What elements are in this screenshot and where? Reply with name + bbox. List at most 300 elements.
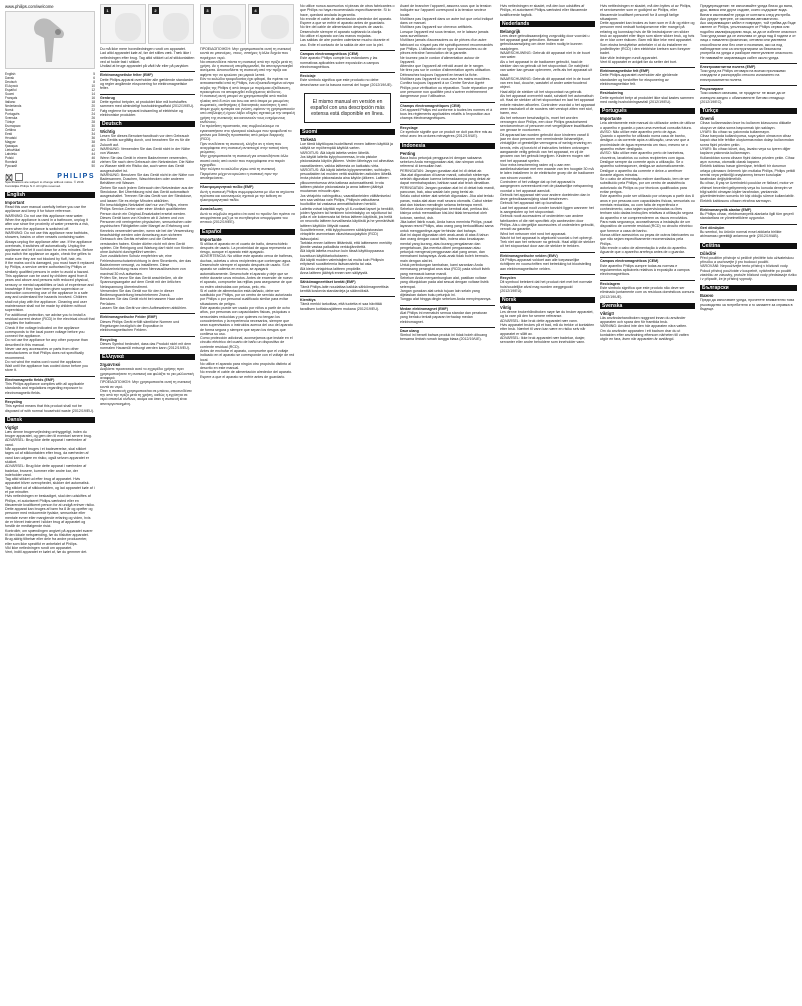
toc-page-number: 48 [91, 160, 95, 164]
paragraph: Este aparelho Philips cumpre todas as normas e regulamentos aplicáveis relativos à exposição a campos electromagnéticos. [600, 263, 690, 277]
paragraph: ADVARSEL: Ikke bruk apparatet nær badekar, dusjer, servanter eller andre beholdere som inneholder vann. [500, 335, 586, 345]
figure-number: 1 [104, 7, 111, 14]
paragraph: Du må ikke mere hovedledningen rundt om apparatet. [100, 47, 186, 51]
toc-language: Română [5, 160, 18, 164]
paragraph: Ikke vikle ledningen rundt apparatet. [600, 55, 658, 60]
paragraph: WARNING: Do not use this appliance near bathtubs, showers, basins or other vessels containing water. [5, 230, 89, 240]
paragraph: WAARSCHUWING: Gebruik dit apparaat niet in de buurt van water. [500, 51, 590, 60]
paragraph: Bu sembol, bu ürünün normal evsel atıklarla birlikte atılmaması gerektiği anlamına gelir (2012/19/AB). [700, 230, 782, 239]
paragraph: ADVARSEL: Ikke bruk dette apparatet nær vann. [500, 318, 578, 323]
toc-language: Français [5, 96, 18, 100]
language-index [5, 72, 95, 168]
paragraph: Como protección adicional, aconsejamos que instale en el circuito eléctrico del cuarto de baño un dispositivo de corriente residual (RCD). [200, 336, 293, 349]
paragraph: Не навивайте захранващия кабел около уреда. [700, 55, 780, 60]
toc-language: English [5, 72, 16, 76]
paragraph: WARNUNG: Verwenden Sie das Gerät nicht in der Nähe von Wasser. [100, 147, 190, 156]
paragraph: Este símbolo significa que este produto não deve ser eliminado juntamente com os resíduos domésticos comuns (2012/19/UE). [600, 285, 695, 299]
paragraph: No enrolle el cable de alimentación alrededor del aparato. [200, 370, 293, 375]
paragraph: If the mains cord is damaged, you must have it replaced by Philips, a service centre authorised by Philips or similarly qualified persons in order to avoid a hazard. [5, 261, 95, 274]
paragraph: Dette Philips-apparat overholder alle gældende standarder og regler angående eksponering for elektromagnetiske felter. [100, 77, 194, 91]
paragraph: Sebelum Anda menyambungkan alat, pastikan voltase yang ditunjukkan pada alat sesuai dengan voltase listrik setempat. [400, 275, 489, 289]
paragraph: Този уред може да се използва от деца над 8 години и от лица с намалени физически, сетивни или умствени способности или без опит и познания, ако са под наблюдение или са инструктирани за безопасна употреба на уреда и разбират евентуалните опасности. [700, 34, 796, 56]
paragraph: Jika kabel listrik rusak, Anda harus meminta Philips, pusat layanan resmi Philips, atau orang yang berkualifikasi sama untuk menggantinya agar terhindar dari bahaya. [400, 220, 494, 233]
paragraph: Dieses Gerät kann von Kindern ab 8 Jahren und von Personen mit verringerten physischen, sensorischen oder psychischen Fähigkeiten oder Mangel an Erfahrung und Kenntnis verwendet werden, wenn sie bei der Verwendung beaufsichtigt werden oder Anweisung zum sicheren Gebrauch des Geräts erhalten und die Gefahren verstanden haben. Kinder dürfen nicht mit dem Gerät spielen. Die Reinigung und Wartung darf nicht von Kindern ohne Aufsicht durchgeführt werden. [100, 215, 194, 255]
subsection-heading: Ανακύκλωση [200, 205, 295, 211]
paragraph: Tarkista ennen laitteen liittämistä, että laitteeseen merkitty jännite vastaa paikallista verkkojännitettä. [300, 240, 392, 250]
paragraph: Tunggu alat hingga dingin sebelum Anda menyimpannya. [400, 297, 492, 302]
subsection-heading: Recycling [5, 398, 95, 404]
paragraph: Този уред на Philips отговаря на всички приложими стандарти и разпоредби относно излагането на електромагнитни полета. [700, 69, 786, 82]
subsection-heading: Resirkulering [600, 89, 695, 95]
paragraph: Suosittelemme, että kylpyhuoneen sähköpistorasian virtapiiriin asennetaan vikavirtasuojakytkin (RCD) lisäsuojaksi. [300, 227, 383, 241]
paragraph: Não enrole o cabo de alimentação à volta do aparelho. [600, 245, 688, 250]
column-2 [100, 4, 195, 1002]
paragraph: Διαβάστε προσεκτικά αυτό το εγχειρίδιο χρήσης πριν χρησιμοποιήσετε τη συσκευή και φυλάξτε το για μελλοντική αναφορά. [100, 367, 194, 380]
paragraph: Wind het netsnoer niet rond het apparaat. [500, 231, 567, 236]
subsection-heading: Campos electromagnéticos (CEM) [300, 50, 395, 56]
subsection-heading: Recyclage [400, 124, 495, 130]
paragraph: Benutzen Sie das Gerät nicht bei nassem Haar oder Perücken. [100, 297, 184, 306]
section-heading: Важно [700, 293, 714, 299]
paragraph: Dit apparaat kan worden gebruikt door kinderen vanaf 8 jaar en door personen met verminderde lichamelijke, zintuiglijke of geestelijke vermogens of weinig ervaring en kennis, mits zij toezicht of instructies hebben ontvangen aangaande veilig gebruik van het apparaat, en zij de gevaren van het gebruik begrijpen. Kinderen mogen niet met het apparaat spelen. [500, 132, 592, 163]
paragraph: Tämä Philips-laite noudattaa kaikkia sähkömagneettisia kenttiä koskevia standardeja ja säännöksiä. [300, 284, 389, 293]
paragraph: Μην τυλίγετε το καλώδιο γύρω από τη συσκευή. [200, 167, 277, 172]
toc-page-number: 5 [93, 72, 95, 76]
paragraph: Undlad at bruge apparatet på vådt hår eller på parykker. [100, 64, 190, 69]
paragraph: Ce symbole signifie que ce produit ne doit pas être mis au rebut avec les ordures ménagères (2012/19/UE). [400, 130, 493, 139]
toc-page-number: 46 [91, 156, 95, 160]
paragraph: Dette symbol betyder, at produktet ikke må bortskaffes sammen med almindeligt husholdningsaffald (2012/19/EU). Følg reglerne for separat indsamling af elektriske og elektroniske produkter. [100, 99, 195, 117]
paragraph: AVISO: Não utilize este aparelho perto de água. [600, 129, 677, 134]
paragraph: Bu Philips cihazı, elektromanyetik alanlarla ilgili tüm geçerli standartlara ve yönetmeliklere uygundur. [700, 212, 794, 221]
paragraph: N'utilisez pas l'appareil dans un autre but que celui indiqué dans ce manuel. [400, 16, 494, 26]
paragraph: Si utiliza el aparato en el cuarto de baño, desenchúfelo después de usarlo. La proximidad de agua representa un riesgo, aunque el aparato esté apagado. [200, 241, 292, 255]
paragraph: WARNING: Do not use this appliance near water. [5, 213, 84, 218]
paragraph: Når apparatet bruges i et badeværelse, skal stikket tages ud af stikkontakten efter brug, da nærheden af vand kan udgøre en risiko, også selvom apparatet er slukket. [5, 447, 89, 464]
paragraph: Αυτό το σύμβολο σημαίνει ότι αυτό το προϊόν δεν πρέπει να απορρίπτεται μαζί με τα συνηθισμένα απορρίμματα του σπιτιού (2012/19/ΕΕ). [200, 211, 295, 225]
paragraph: ΠΡΟΕΙΔΟΠΟΙΗΣΗ: Μην χρησιμοποιείτε αυτή τη συσκευή κοντά σε νερό. [100, 380, 192, 389]
toc-page-number: 6 [93, 76, 95, 80]
paragraph: Για πρόσθετη προστασία, σας συμβουλεύουμε να εγκαταστήσετε στο ηλεκτρικό κύκλωμα που τροφοδοτεί το μπάνιο μια διάταξη προστασίας από ρεύμα διαρροής (RCD). [200, 124, 292, 142]
figure-number: 3 [204, 7, 211, 14]
section-heading: Belangrijk [500, 28, 521, 34]
paragraph: Check if the voltage indicated on the appliance corresponds to the local power voltage before you connect the appliance. [5, 325, 85, 339]
paragraph: Před použitím přístroje si pečlivě přečtěte tuto uživatelskou příručku a uschovejte ji pro budoucí použití. [700, 255, 794, 264]
paragraph: Om du använder apparaten i ett badrum drar du ut kontakten efter användning eftersom närheten till vatten utgör en fara, även när apparaten är avstängd. [600, 328, 689, 342]
section-heading: Importante [200, 236, 222, 242]
paragraph: When the appliance is used in a bathroom, unplug it after use since the proximity of water presents a risk, even when the appliance is switched off. [5, 218, 89, 231]
toc-page-number: 32 [91, 128, 95, 132]
paragraph: Desenchufe siempre el aparato después de usarlo. Si el aparato se calienta en exceso, se apagará automáticamente. Desenchufe el aparato y deje que se enfríe durante unos minutos. Antes de encender de nuevo el aparato, compruebe las rejillas para asegurarse de que no estén obstruidas con pelusa, pelo, etc. [200, 263, 293, 289]
subsection-heading: Електромагнитни полета (EMF) [700, 63, 797, 69]
website-url: www.philips.com/welcome [5, 4, 54, 9]
toc-language: Čeština [5, 128, 16, 132]
paragraph: Confiez toujours l'appareil à un Centre Service Agréé Philips pour vérification ou réparation. Toute réparation par une personne non qualifiée peut s'avérer extrêmement dangereuse pour l'utilisateur. [400, 81, 494, 99]
paragraph: Do not use the appliance for any other purpose than described in this manual. [5, 338, 88, 347]
paragraph: Lassen Sie das Gerät vor dem Aufbewahren abkühlen. [100, 306, 188, 311]
paragraph: Wait until the appliance has cooled down before you store it. [5, 364, 88, 373]
section-heading: Viktigt! [600, 310, 615, 316]
paragraph: Dieses Symbol bedeutet, dass das Produkt nicht mit dem normalen Hausmüll entsorgt werden kann (2012/19/EU). [100, 341, 192, 351]
paragraph: Kontrollér, om spændingen angivet på apparatet svarer til den lokale netspænding, før du tilslutter apparatet. [5, 528, 93, 537]
paragraph: Este símbolo significa que este producto no debe desecharse con la basura normal del hogar (2012/19/UE). [300, 78, 393, 87]
toc-page-number: 36 [91, 136, 95, 140]
paragraph: Este aparato Philips cumple los estándares y las normativas aplicables sobre exposición a campos electromagnéticos. [300, 56, 380, 69]
paragraph: Η συσκευή αυτή μπορεί να χρησιμοποιηθεί από παιδιά ηλικίας από 8 ετών και άνω και από άτομα με μειωμένες σωματικές, αισθητήριες ή διανοητικές ικανότητες ή από άτομα χωρίς εμπειρία και γνώση, εφόσον τη χρησιμοποιούν υπό επίβλεψη ή έχουν λάβει οδηγίες σχετικά με την ασφαλή χρήση της συσκευής και κατανοούν τους ενεχόμενους κινδύνους. [200, 94, 295, 125]
paragraph: This symbol means that this product shall not be disposed of with normal household waste (2012/19/EU). [5, 404, 95, 413]
paragraph: Irrota pistoke pistorasiasta aina käytön jälkeen. Laitteen ylikuumentuessa virta katkeaa automaattisesti. Irrota laitteen pistoke pistorasiasta ja anna laitteen jäähtyä muutaman minuutin ajan. [300, 176, 389, 194]
paragraph: This Philips appliance complies with all applicable standards and regulations regarding exposure to electromagnetic fields. [5, 382, 85, 395]
paragraph: Hvis netledningen er skadet, må den kun udskiftes af Philips, et autoriseret Philips-værksted eller tilsvarende kvalificerede fagfolk. [500, 4, 588, 17]
paragraph: Dette apparat kan bruges af børn fra 8 år og opefter og personer med reducerede fysiske, sensoriske eller mentale evner eller manglende erfaring og viden, hvis de er blevet instrueret i sikker brug af apparatet og forstår de medfølgende risici. [5, 507, 93, 529]
subsection-heading: Daur ulang [400, 327, 495, 333]
column-8 [700, 4, 797, 1002]
language-heading: Español [200, 229, 295, 235]
toc-language: Suomi [5, 92, 15, 96]
language-heading: Čeština [700, 243, 797, 249]
toc-language: Português [5, 112, 20, 116]
paragraph: Ne tournez pas le cordon d'alimentation autour de l'appareil. [400, 55, 480, 64]
paragraph: Jangan gunakan alat untuk tujuan lain selain yang dijelaskan dalam buku petunjuk ini. [400, 288, 480, 298]
paragraph: Pokud přístroj používáte v koupelně, vytáhněte po použití zástrčku ze zásuvky, protože blízkost vody představuje riziko i v případě, že je přístroj vypnutý. [700, 268, 797, 282]
paragraph: Simbol ini berarti bahwa produk ini tidak boleh dibuang bersama limbah rumah tangga biasa (2012/19/UE). [400, 333, 488, 342]
paragraph: Αυτή η συσκευή Philips συμμορφώνεται με όλα τα ισχύοντα πρότυπα και κανονισμούς σχετικά με την έκθεση σε ηλεκτρομαγνητικά πεδία. [200, 189, 295, 203]
toc-page-number: 30 [91, 124, 95, 128]
toc-page-number: 38 [91, 140, 95, 144]
paragraph: Trek niet aan het netsnoer na gebruik. Haal altijd de stekker uit het stopcontact door aan de stekker te trekken. [500, 240, 595, 249]
paragraph: Gebruik nooit accessoires of onderdelen van andere fabrikanten of die niet specifiek zijn aanbevolen door Philips. Als u dergelijke accessoires of onderdelen gebruikt, vervalt uw garantie. [500, 214, 595, 232]
section-heading: Tärkeää [300, 137, 316, 143]
column-7 [600, 4, 695, 1002]
paragraph: Leia atentamente este manual do utilizador antes de utilizar o aparelho e guarde-o para uma eventual consulta futura. [600, 121, 695, 130]
subsection-heading: Campos electromagnéticos (CEM) [600, 257, 695, 263]
paragraph: Wenn Sie das Gerät in einem Badezimmer verwenden, ziehen Sie nach dem Gebrauch den Netzstecker. Die Nähe zu Wasser stellt ein Risiko dar, auch wenn das Gerät ausgeschaltet ist. [100, 155, 195, 173]
paragraph: Wacht tot het apparaat is afgekoeld voordat u het opbergt. [500, 235, 593, 240]
paragraph: WARNUNG: Benutzen Sie das Gerät nicht in der Nähe von Badewannen, Duschen, Waschbecken oder anderen Behältern mit Wasser. [100, 172, 194, 186]
language-heading: Norsk [500, 297, 595, 303]
brand-logo: PHILIPS [57, 173, 95, 180]
paragraph: ADVERTENCIA: No utilice este aparato cerca de bañeras, duchas, cubetas u otros recipientes que contengan agua. [200, 254, 294, 263]
subsection-heading: Elektromagnetische Felder (EMF) [100, 313, 195, 319]
paragraph: Ziehen Sie nach jedem Gebrauch den Netzstecker aus der Steckdose. Bei Überhitzung wird das Gerät automatisch ausgeschaltet. Trennen Sie das Gerät von der Steckdose, und lassen Sie es einige Minuten abkühlen. [100, 185, 194, 203]
toc-page-number: 18 [91, 100, 95, 104]
paragraph: Dette Philips-apparatet overholder alle gjeldende standarder og forskrifter for eksponering av elektromagnetiske felt. [600, 73, 678, 87]
language-heading: Nederlands [500, 21, 595, 27]
paragraph: Para mais segurança, aconselhamos a instalação de um dispositivo de corrente residual (RCD) no circuito eléctrico que fornece a casa de banho. [600, 220, 693, 233]
paragraph: Jika alat digunakan di kamar mandi, cabutlah stekernya setelah digunakan karena keberadaannya yang dekat air dapat membahayakan, bahkan saat alat telah dimatikan. [400, 172, 491, 186]
subsection-heading: Medan elektromagnet (EMF) [400, 305, 495, 311]
paragraph: Jos virtajohto vahingoittuu, vaaratilanteiden välttämiseksi sen saa vaihtaa vain Philips, Philipsin valtuuttama huoltoliike tai vastaava ammattitaitoinen henkilö. [300, 193, 391, 207]
subsection-heading: Recycling [100, 336, 195, 342]
paragraph: N'utilisez jamais d'accessoires ou de pièces d'un autre fabricant ou n'ayant pas été spécifiquement recommandés par Philips. L'utilisation de ce type d'accessoires ou de pièces entraîne l'annulation de la garantie. [400, 38, 493, 56]
paragraph: Hvis netledningen er beskadiget, skal den udskiftes af Philips, et autoriseret Philips-værksted eller en tilsvarende kvalificeret person for at undgå enhver risiko. [5, 494, 95, 507]
figure-1 [100, 4, 146, 44]
paragraph: Bu cihaz, 8 yaş ve üzerindeki çocuklar ve fiziksel, motor ve zihinsel becerileri gelişmemiş veya bu konuda deneyim ve bilgi sahibi olmayan kişiler tarafından, yanlarında gözetimlerinden sorumlu bir kişi olduğu sürece kullanılabilir. [700, 181, 795, 199]
paragraph: VAROITUS: Älä käytä laitetta veden lähellä. [300, 150, 370, 155]
section-heading: Σημαντικό [100, 362, 121, 368]
toc-language: Latviešu [5, 152, 17, 156]
paragraph: Este aparato puede ser usado por niños a partir de ocho años, por personas con capacidades físicas, psíquicas o sensoriales reducidas y por quienes no tengan los conocimientos y la experiencia necesarios, siempre que sean supervisados o instruidos acerca del uso del aparato de forma segura y siempre que sepan los riesgos que conlleva su uso. [200, 306, 293, 336]
paragraph: No utilice el aparato con las manos mojadas. [300, 34, 372, 39]
paragraph: Ne tirez pas sur le cordon d'alimentation après utilisation. Débranchez toujours l'appareil en tenant la fiche. [400, 68, 491, 77]
toc-page-number: 40 [91, 144, 95, 148]
paragraph: Dit Philips-apparaat voldoet aan alle toepasselijke richtlijnen en voorschriften met betrekking tot blootstelling aan elektromagnetische velden. [500, 258, 592, 271]
paragraph: Alat ini dapat digunakan oleh anak-anak di atas 8 tahun dan orang dengan cacat fisik, indera atau kecakapan mental yang kurang, atau kurang pengalaman dan pengetahuan, jika mereka diberi pengawasan atau petunjuk mengenai penggunaan alat yang aman, dan memahami bahayanya. Anak-anak tidak boleh bermain-main dengan alat ini. [400, 232, 489, 263]
toc-page-number: 42 [91, 148, 95, 152]
paragraph: Tämä merkki tarkoittaa, että tuotetta ei saa hävittää tavallisen kotitalousjätteen mukana (2012/19/EU). [300, 302, 382, 311]
paragraph: UYARI: Bu cihazı küvet, duş, lavabo veya su içeren diğer kapların yakınında kullanmayın. [700, 147, 791, 156]
section-heading: Viktig [500, 305, 512, 311]
section-heading: Vigtigt [5, 424, 18, 430]
language-heading: Türkçe [700, 108, 797, 114]
paragraph: Controleer of het voltage dat op het apparaat is aangegeven overeenkomt met de plaatselijke netspanning voordat u het apparaat aansluit. [500, 179, 593, 193]
toc-page-number: 12 [91, 88, 95, 92]
toc-language: Hrvatski [5, 136, 17, 140]
paragraph: Този символ означава, че продуктът не може да се изхвърля заедно с обикновените битови отпадъци (2012/19/ЕС). [700, 91, 786, 104]
figure-number: 2 [152, 7, 159, 14]
toc-language: Български [5, 124, 21, 128]
cover-image [5, 11, 95, 69]
paragraph: Vent, indtil apparatet er kølet af, før du gemmer det. [5, 550, 88, 555]
language-heading: Ελληνικά [100, 354, 195, 360]
paragraph: Tag altid stikket ud efter brug af apparatet. Hvis apparatet bliver overophedet, slukker det automatisk. Tag stikket ud af stikkontakten, og lad apparatet køle af i et par minutter. [5, 477, 95, 494]
column-1 [5, 4, 95, 1002]
paragraph: VAROITUS: Älä käytä laitetta kylpyammeiden, suihkujen, pesualtaiden tai muiden vettä sisältävien astioiden lähellä. [300, 167, 393, 177]
toc-language: Deutsch [5, 80, 17, 84]
paragraph: This appliance can be used by children aged from 8 years and above and persons with reduced physical, sensory or mental capabilities or lack of experience and knowledge if they have been given supervision or instruction concerning use of the appliance in a safe way and understand the hazards involved. Children shall not play with the appliance. Cleaning and user maintenance shall not be made by children without supervision. [5, 273, 94, 313]
paragraph: Als het netsnoer beschadigd is, moet het worden vervangen door Philips, een door Philips geautoriseerd servicecentrum of personen met vergelijkbare kwalificaties om gevaar te voorkomen. [500, 115, 593, 133]
paragraph: Læs denne brugervejledning omhyggeligt, inden du bruger apparatet, og gem den til eventuel senere brug. [5, 429, 92, 439]
paragraph: Attendez que l'appareil ait refroidi avant de le ranger. [400, 64, 484, 69]
paragraph: PERINGATAN: Jangan gunakan alat ini di dekat bak mandi, pancuran, bak, atau wadah lain yang berisi air. [400, 185, 495, 194]
paragraph: Este aparelho pode ser utilizado por crianças a partir dos 8 anos e por pessoas com capacidades físicas, sensoriais ou mentais reduzidas, ou com falta de experiência e conhecimento, caso sejam supervisionadas ou lhes tenham sido dadas instruções relativas à utilização segura do aparelho e se compreenderem os riscos envolvidos. [600, 194, 695, 220]
figure-4 [248, 4, 294, 44]
paragraph: Espere a que el aparato se enfríe antes de guardarlo. [200, 374, 286, 379]
paragraph: Jos käytät laitetta kylpyhuoneessa, irrota pistoke pistorasiasta käytön jälkeen. Veden läheisyys voi aiheuttaa vaaratilanteen, vaikka laitteesta on katkaistu virta. [300, 154, 394, 168]
paragraph: N'utilisez pas l'appareil si vous avez les mains mouillées. [400, 77, 491, 82]
toc-page-number: 34 [91, 132, 95, 136]
paragraph: Laat het apparaat nooit zonder toezicht liggen wanneer het is aangesloten op het stopcontact. [500, 205, 594, 215]
paragraph: ΠΡΟΕΙΔΟΠΟΙΗΣΗ: Μην χρησιμοποιείτε αυτή τη συσκευή κοντά σε μπανιέρες, ντους, νιπτήρες ή άλλα δοχεία που περιέχουν νερό. [200, 47, 292, 60]
toc-page-number: 50 [91, 164, 95, 168]
paragraph: Lees deze gebruiksaanwijzing zorgvuldig door voordat u het apparaat gaat gebruiken. Bewaar de gebruiksaanwijzing om deze indien nodig te kunnen raadplegen. [500, 33, 590, 51]
subsection-heading: Elektromagnetische velden (EMV) [500, 252, 595, 258]
hair-dryer-icon [6, 12, 94, 70]
paragraph: Zum zusätzlichen Schutz empfehlen wir, eine Fehlerstromschutzeinrichtung in dem Stromkreis, der das Badezimmer versorgt, zu installieren. Diese Schutzeinrichtung muss einen Nennauslösestrom von maximal 30 mA aufweisen. [100, 254, 192, 276]
figure-number: 4 [252, 7, 259, 14]
subsection-heading: Reciclaje [300, 72, 395, 78]
paragraph: Alat Philips ini mematuhi semua standar dan peraturan yang berlaku terkait paparan terhadap medan elektromagnet. [400, 311, 488, 324]
toc-page-number: 10 [91, 84, 95, 88]
paragraph: Dette symbolet betyr at produktet ikke skal kastes sammen med vanlig husholdningsavfall (2012/19/EU). [600, 95, 694, 104]
paragraph: For additional protection, we advise you to install a residual current device (RCD) in the electrical circuit that supplies the bathroom. [5, 312, 95, 326]
paragraph: Lesen Sie dieses Benutzerhandbuch vor dem Gebrauch des Geräts sorgfältig durch, und bewahren Sie es für die Zukunft auf. [100, 134, 190, 147]
column-3 [200, 4, 295, 1002]
toc-language: Svenska [5, 116, 18, 120]
paragraph: Anna laitteen jäähtyä ennen sen säilytystä. [300, 270, 369, 275]
language-heading: Português [600, 108, 695, 114]
paragraph: Vent til apparatet er avkjølt før du setter det bort. [600, 59, 678, 64]
paragraph: Espere a que se enfríe el aparato antes de guardarlo. [300, 21, 386, 26]
section-heading: Důležité [700, 250, 717, 256]
language-heading: Svenska [600, 303, 695, 309]
toc-page-number: 20 [91, 104, 95, 108]
paragraph: Hvis nettledningen er skadet, må den byttes ut av Philips, et servicesenter som er godkjent av Philips, eller tilsvarende kvalifisert personell for å unngå farlige situasjoner. [600, 4, 692, 21]
section-heading: Önemli [700, 116, 715, 122]
paragraph: Som ekstra beskyttelse anbefaler vi at du installerer en jordfeilbryter (RCD) i den elektriske kretsen som forsyner badet. [600, 42, 691, 56]
section-heading: Important [5, 200, 25, 206]
paragraph: Να αποσυνδέετε πάντα τη συσκευή από την πρίζα μετά τη χρήση. Αν η συσκευή υπερθερμανθεί, θα απενεργοποιηθεί αυτόματα. Αποσυνδέστε τη συσκευή από την πρίζα και αφήστε την να κρυώσει για μερικά λεπτά. [200, 59, 293, 77]
paragraph: No utilice el aparato para ningún otro propósito distinto al descrito en este manual. [200, 361, 291, 371]
column-6 [500, 4, 595, 1002]
toc-language: Lietuviškai [5, 148, 20, 152]
language-heading: Suomi [300, 129, 395, 135]
paragraph: Gebruik het apparaat niet op kunsthaar. [500, 201, 564, 206]
toc-page-number: 44 [91, 152, 95, 156]
language-heading: Indonesia [400, 143, 495, 149]
paragraph: Voor extra bescherming raden wij u aan een aardlekschakelaar met een waarde van ten hoogste 30 mA te laten installeren in de elektrische groep die de badkamer van stroom voorziet. [500, 162, 595, 180]
paragraph: VARNING: Använd inte den här apparaten nära vatten. [600, 324, 688, 329]
toc-page-number: 28 [91, 120, 95, 124]
paragraph: Cihazı kullanmadan önce bu kullanım kılavuzunu dikkatle okuyun ve daha sonra başvurmak için saklayın. [700, 121, 792, 130]
paragraph: Haal altijd de stekker uit het stopcontact na gebruik. [500, 89, 583, 94]
language-heading: Български [700, 285, 797, 291]
paragraph: Elektrik kablosu hasar görmüşse, tehlikeli bir durumun ortaya çıkmasını önlemek için mutlaka Philips, Philips yetkili servisi veya yetkinliği onaylanmış benzer kuruluşlar tarafından değiştirilmelidir. [700, 164, 796, 182]
paragraph: Ein beschädigtes Netzkabel darf nur von Philips, einem Philips Service-Center oder einer ähnlich qualifizierten Person durch ein Original-Ersatzkabel ersetzt werden. [100, 202, 188, 216]
subsection-heading: Elektromagnetiske felt (EMF) [600, 67, 695, 73]
toc-language: Русский [5, 164, 17, 168]
paragraph: Elektrik kablosunu cihazın etrafına sarmayın. [700, 198, 772, 203]
paragraph: Lorsque l'appareil est sous tension, ne le laissez jamais sans surveillance. [400, 29, 489, 39]
paragraph: Dette apparatet kan brukes av barn som er 8 år og eldre og personer med nedsatt funksjonsevne eller mangel på erfaring og kunnskap hvis de får instruksjoner om sikker bruk av apparatet eller tilsyn som sikrer sikker bruk, og hvis de er klar over risikoen. Barn må ikke leke med apparatet. [600, 21, 695, 43]
subsection-heading: Recyclen [500, 274, 595, 280]
paragraph: No tire del cable de alimentación después de usarlo. Desenchufe siempre el aparato sujetando la clavija. [300, 25, 384, 34]
paragraph: Prüfen Sie, bevor Sie das Gerät anschließen, ob die Spannungsangabe auf dem Gerät mit der örtlichen Netzspannung übereinstimmt. [100, 275, 183, 289]
section-heading: Penting [400, 150, 416, 156]
subsection-heading: Sähkömagneettiset kentät (EMF) [300, 278, 395, 284]
paragraph: Μην χρησιμοποιείτε τη συσκευή για οποιονδήποτε άλλο σκοπό εκτός από αυτόν που περιγράφεται στο παρόν εγχειρίδιο. [200, 154, 289, 168]
paragraph: ADVARSEL: Brug ikke dette apparat i nærheden af badekar, brusere, kummer eller andre kar, der indeholder vand. [5, 464, 87, 477]
paragraph: Les denne brukerhåndboken nøye før du bruker apparatet, og ta vare på den for senere referanse. [500, 310, 594, 319]
subsection-heading: Kierrätys [300, 296, 395, 302]
paragraph: Do not wind the mains cord round the appliance. [5, 359, 83, 364]
paragraph: Älä kiedo virtajohtoa laitteen ympärille. [300, 266, 362, 271]
paragraph: Selalu cabut steker alat setelah digunakan. Jika alat terlalu panas, maka alat akan mati secara otomatis. Cabut steker alat dan biarkan mendingin selama beberapa menit. Sebelum Anda menghidupkan kembali alat, periksa kisi-kisinya untuk memastikan kisi-kisi tidak tersumbat oleh kotoran, rambut, dsb. [400, 194, 494, 220]
subsection-heading: Geri dönüşüm [700, 224, 797, 230]
paragraph: Περιμένετε μέχρι να κρυώσει η συσκευή πριν την αποθηκεύσετε. [200, 171, 278, 180]
paragraph: Antes de enchufar el aparato, compruebe que el voltaje indicado en el aparato se corresponde con el voltaje de red local. [200, 349, 295, 362]
language-heading: Deutsch [100, 121, 195, 127]
paragraph: Aguarde que o aparelho arrefeça antes de o guardar. [600, 250, 685, 255]
toc-page-number: 16 [91, 96, 95, 100]
paragraph: Als het apparaat oververhit raakt, schakelt het automatisch uit. Haal de stekker uit het stopcontact en laat het apparaat enkele minuten afkoelen. Controleer voordat u het apparaat weer inschakelt of de roosters niet verstopt zitten met stof, haren, enz. [500, 94, 595, 116]
figure-2 [148, 4, 194, 44]
paragraph: Cet appareil Philips est conforme à toutes les normes et à tous les règlements applicables relatifs à l'exposition aux champs électromagnétiques. [400, 107, 493, 121]
paragraph: Винаги изключвайте уреда от контакта след употреба. Ако уредът прегрее, се изключва автоматично. [700, 12, 791, 21]
paragraph: Si el cable de alimentación está dañado, debe ser sustituido por Philips, por un centro de servicio autorizado por Philips o por personal cualificado similar para evitar situaciones de peligro. [200, 288, 293, 306]
paragraph: Baca buku petunjuk pengguna ini dengan saksama sebelum Anda menggunakan alat, dan simpan untuk referensi di kemudian hari. [400, 155, 484, 169]
copyright-note: Specifications are subject to change without notice. © 2016 Koninklijke Philips N.V. All rights reserved. [5, 180, 84, 188]
toc-language: Italiano [5, 100, 16, 104]
paragraph: Verwenden Sie das Gerät nur für den in dieser Bedienungsanleitung beschriebenen Zweck. [100, 288, 174, 298]
paragraph: PERINGATAN: Jangan gunakan alat ini di dekat air. [400, 168, 483, 173]
paragraph: Dit symbool betekent dat het product niet met het normale huishoudelijke afval mag worden weggegooid (2012/19/EU). [500, 280, 593, 293]
toc-entry [5, 164, 95, 168]
toc-page-number: 14 [91, 92, 95, 96]
language-heading: English [5, 192, 95, 198]
toc-language: Español [5, 88, 17, 92]
paragraph: ADVARSEL: Brug ikke dette apparat i nærheden af vand. [5, 438, 87, 447]
toc-language: Ελληνικά [5, 84, 18, 88]
toc-language: Norsk [5, 108, 14, 112]
toc-language: Türkçe [5, 120, 15, 124]
paragraph: Cihaz banyoda kullanılıyorsa, suya yakın olmasının cihaz kapalı olsa bile tehlike oluşturmasından dolayı kullanımdan sonra fişini prizden çekin. [700, 134, 794, 147]
subsection-heading: Champs électromagnétiques (CEM) [400, 102, 495, 108]
column-5 [400, 4, 495, 1002]
toc-language: Қазақша [5, 144, 18, 148]
section-heading: Importante [600, 116, 622, 122]
paragraph: No enrolle el cable de alimentación alrededor del aparato. [300, 16, 393, 21]
paragraph: Предупреждение: не използвайте уреда близо до вана, душ, мивка или други съдове, които съдържат вода. [700, 4, 793, 13]
subsection-heading: Elektromanyetik alanlar (EMF) [700, 206, 797, 212]
paragraph: Brug aldrig tilbehør eller dele fra andre producenter, eller som ikke specifikt er anbefalet af Philips. [5, 537, 88, 546]
paragraph: Desligue sempre da corrente após a utilização. Se o aparelho sobreaquecer, desliga-se automaticamente. Desligue o aparelho da corrente e deixe-o arrefecer durante alguns minutos. [600, 159, 685, 177]
paragraph: Las salidas de aire pueden calentarse mucho durante el uso. Evite el contacto de la salida de aire con la piel. [300, 38, 390, 47]
paragraph: Read this user manual carefully before you use the appliance and keep it for future reference. [5, 205, 87, 214]
paragraph: Untuk perlindungan tambahan, kami sarankan Anda memasang perangkat arus sisa (RCD) pada sirkuit listrik yang memasok kamar mandi. [400, 263, 490, 276]
toc-page-number: 24 [91, 112, 95, 116]
paragraph: Älä käytä laitetta muuhun kuin tässä käyttöoppaassa kuvattuun käyttötarkoitukseen. [300, 249, 384, 258]
paragraph: Εάν το καλώδιο τροφοδοσίας έχει φθαρεί, θα πρέπει να αντικατασταθεί από τη Philips, ένα εξουσιοδοτημένο κέντρο σέρβις της Philips ή από άτομα με παρόμοια εξειδίκευση, προκειμένου να αποφευχθεί ενδεχόμενος κίνδυνος. [200, 77, 295, 94]
paragraph: Преди да използвате уреда, прочетете внимателно това ръководство за потребителя и го запазете за справка в бъдеще. [700, 298, 795, 312]
subsection-heading: Genbrug [100, 94, 195, 100]
section-heading: Wichtig [100, 129, 116, 135]
paragraph: Älä käytä muiden valmistajien tai muita kuin Philipsin erityisesti suosittelemia lisävarusteita tai osia. [300, 258, 384, 267]
subsection-heading: Electromagnetic fields (EMF) [5, 376, 95, 382]
figure-3 [200, 4, 246, 44]
paragraph: Όταν η συσκευή χρησιμοποιείται σε μπάνιο, αποσυνδέστε την από την πρίζα μετά τη χρήση, καθώς η εγγύτητα σε νερό αποτελεί κίνδυνο, ακόμα και όταν η συσκευή είναι απενεργοποιημένη. [100, 388, 192, 406]
column-4 [300, 4, 395, 1002]
paragraph: AVISO: Não utilize este aparelho perto de banheiras, chuveiros, lavatórios ou outros recipientes com água. [600, 151, 685, 160]
subsection-heading: Рециклиране [700, 85, 797, 91]
toc-language: Eesti [5, 132, 13, 136]
subsection-heading: Elektromagnetiske felter (EMF) [100, 71, 195, 77]
toc-language: Magyar [5, 140, 16, 144]
paragraph: Lad altid apparatet køle af, før det stilles væk. Træk ikke i netledningen efter brug. Tag altid stikket ud af stikkontakten ved at holde fast i stikket. [100, 51, 195, 64]
toc-page-number: 22 [91, 108, 95, 112]
paragraph: Vikl ikke netledningen rundt om apparatet. [5, 545, 73, 550]
paragraph: Se o cabo de alimentação estiver danificado, tem de ser substituído pela Philips, por um centro de assistência autorizado da Philips ou por técnicos qualificados para evitar perigos. [600, 177, 690, 194]
paragraph: Läs användarhandboken noggrant innan du använder apparaten och spara den för framtida bruk. [600, 315, 686, 325]
paragraph: Πριν συνδέσετε τη συσκευή, ελέγξτε αν η τάση που αναγράφεται στη συσκευή αντιστοιχεί στην τοπική τάση ρεύματος. [200, 141, 288, 155]
paragraph: No utilice nunca accesorios ni piezas de otros fabricantes o que Philips no haya recomendado específicamente. Si lo hace, quedará anulada la garantía. [300, 4, 395, 17]
toc-page-number: 8 [93, 80, 95, 84]
toc-language: Dansk [5, 76, 15, 80]
paragraph: Avant de brancher l'appareil, assurez-vous que la tension indiquée sur l'appareil correspond à la tension secteur locale. [400, 4, 492, 17]
paragraph: Lue tämä käyttöopas huolellisesti ennen laitteen käyttöä ja säilytä se myöhempää käyttöä varten. [300, 142, 393, 151]
toc-language: Polski [5, 156, 14, 160]
paragraph: WAARSCHUWING: Gebruik dit apparaat niet in de buurt van een bad, douche, wastafel of ander waterhoudend object. [500, 76, 590, 90]
paragraph: Never use any accessories or parts from other manufacturers or that Philips does not specifically recommend. [5, 346, 84, 360]
paragraph: Always unplug the appliance after use. If the appliance overheats, it switches off automatically. Unplug the appliance and let it cool down for a few minutes. Before you switch the appliance on again, check the grilles to make sure they are not blocked by fluff, hair, etc. [5, 239, 94, 261]
paragraph: Ако захранващият кабел е повреден, той трябва да бъде сменен от Philips, упълномощен от Philips сервиз или подобно квалифицирани лица, за да се избегне опасност. [700, 21, 797, 34]
paragraph: N'utilisez pas l'appareil sur cheveux artificiels. [400, 25, 473, 30]
paragraph: Nunca utilize acessórios ou peças de outros fabricantes ou que não sejam especificamente recomendados pela Philips. [600, 232, 694, 246]
language-heading: Dansk [5, 417, 95, 423]
paragraph: VAROVÁNÍ: Nepoužívejte tento přístroj v blízkosti vody. [700, 264, 789, 269]
subsection-heading: Reciclagem [600, 280, 695, 286]
paragraph: Gebruik het apparaat niet voor andere doeleinden dan in deze gebruiksaanwijzing staat beschreven. [500, 192, 591, 202]
